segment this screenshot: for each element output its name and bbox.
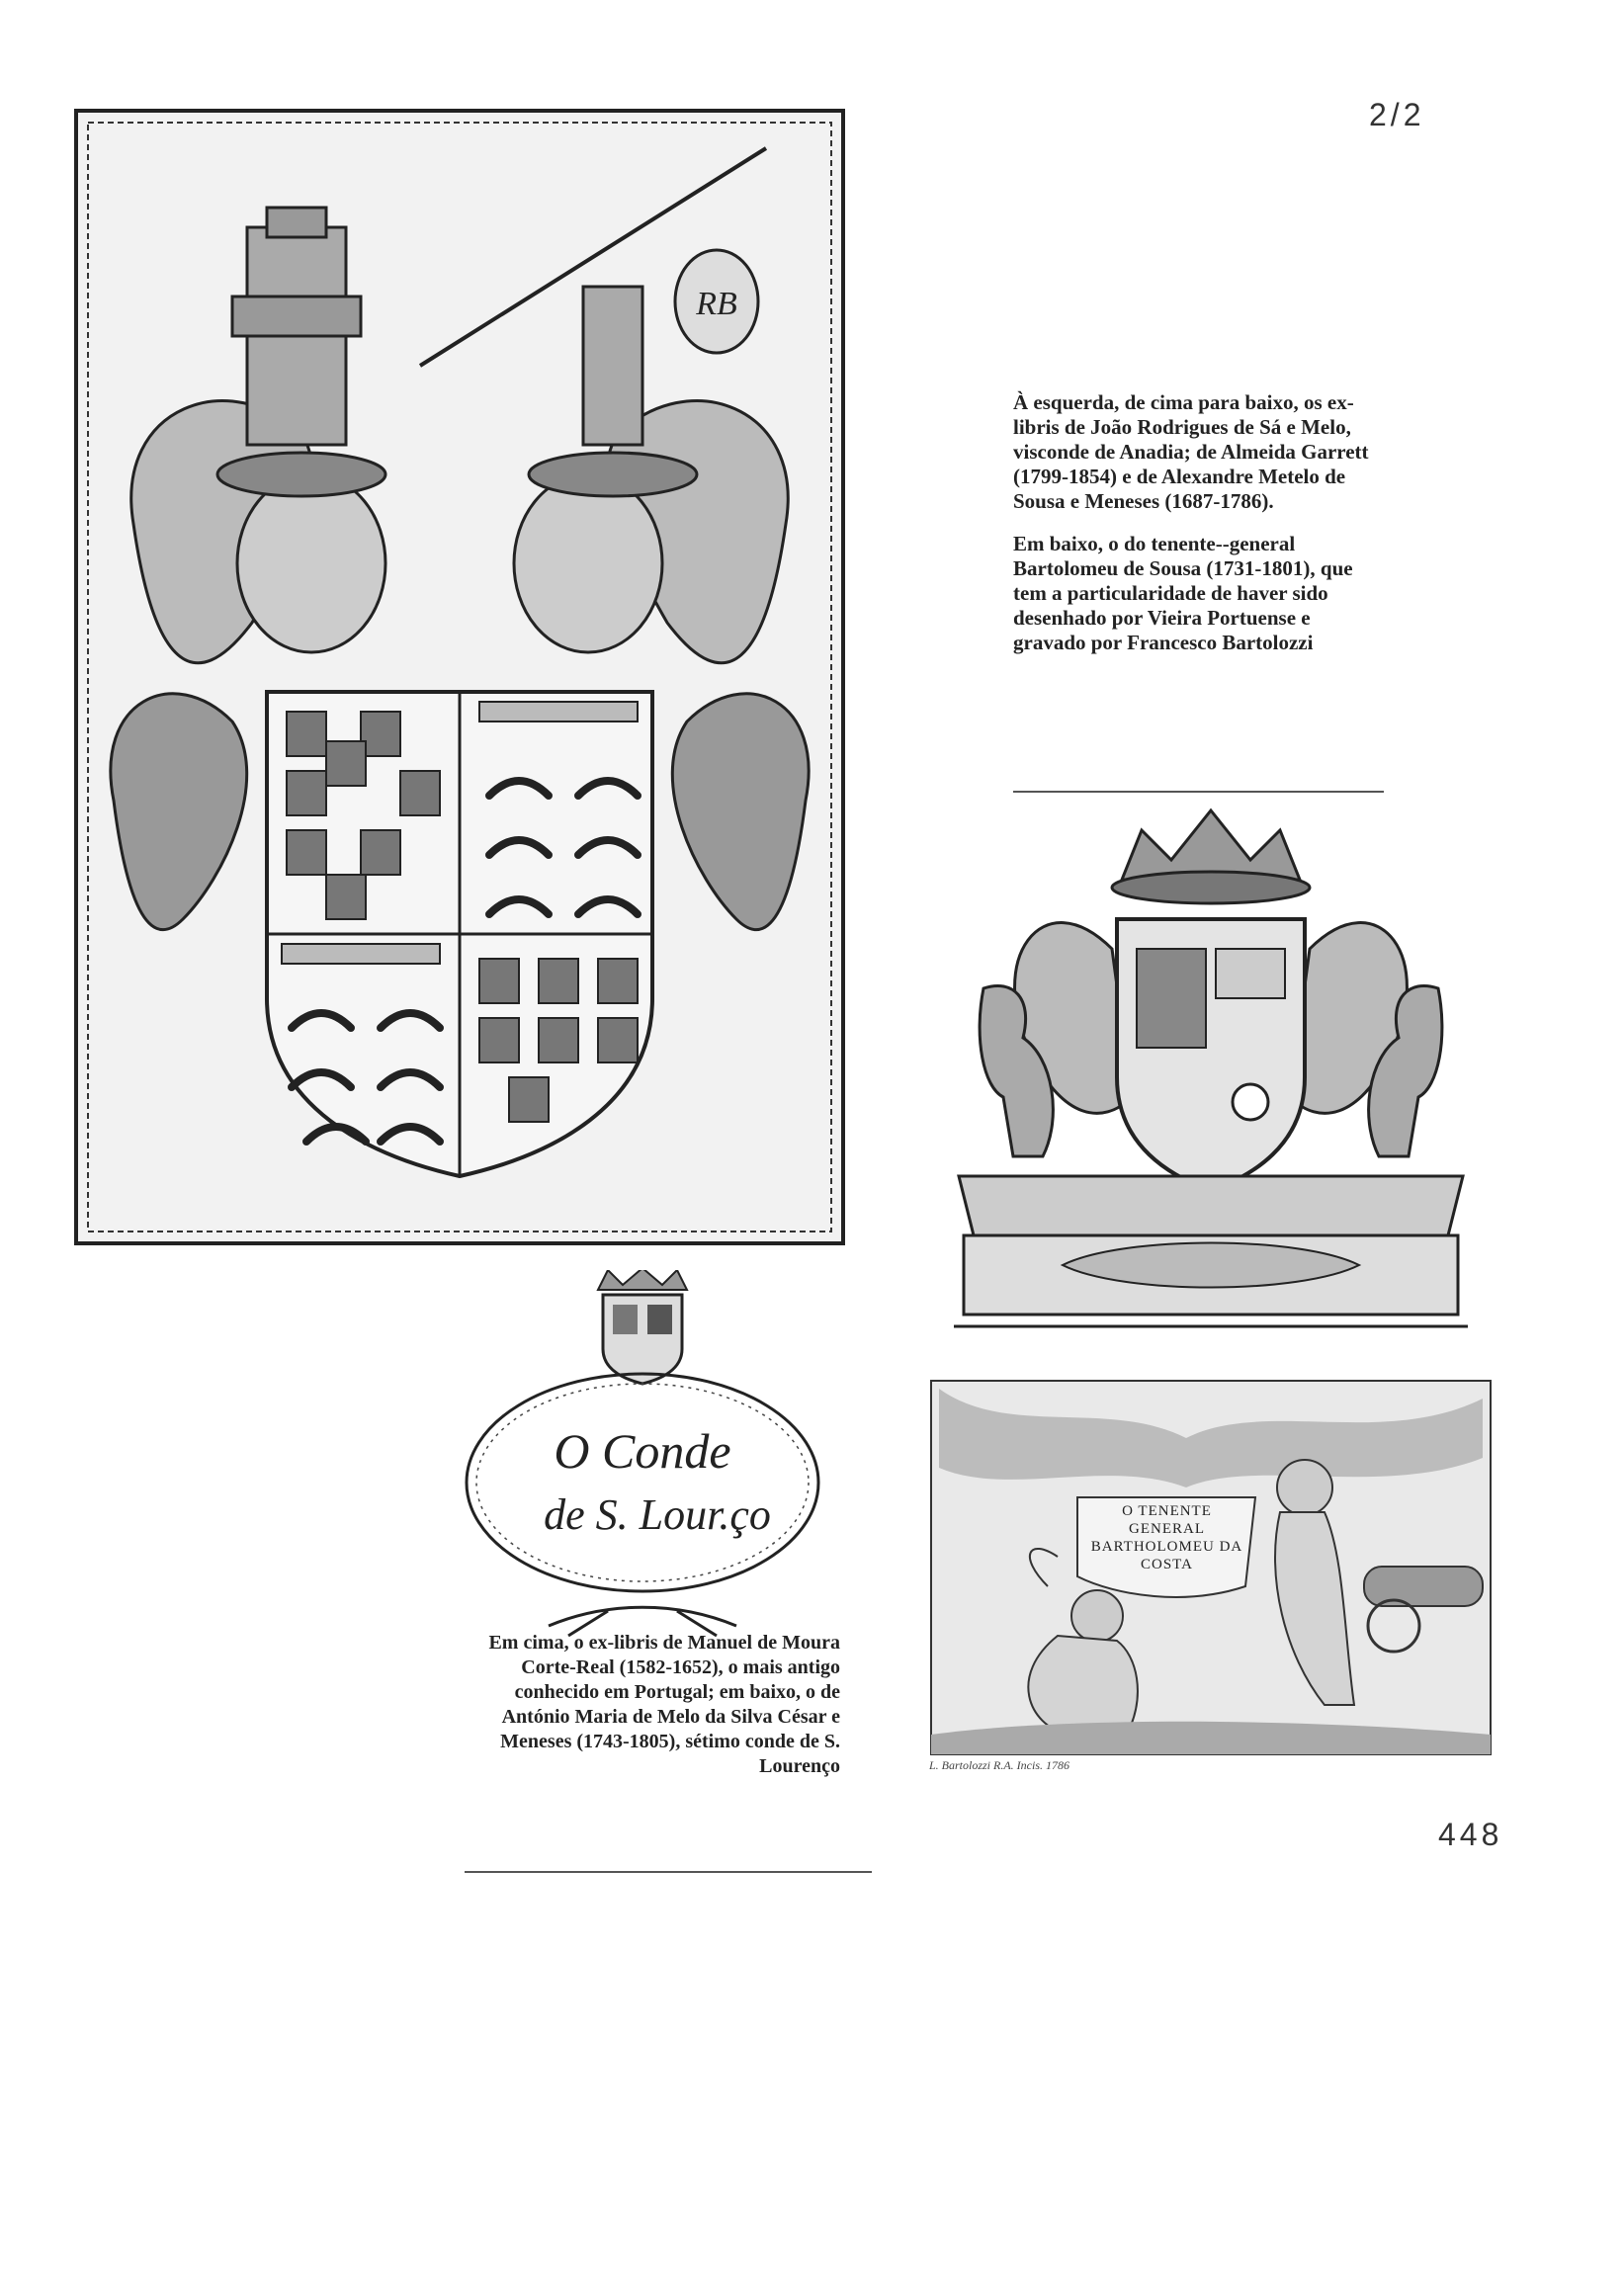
bottom-caption-divider-rule — [465, 1871, 872, 1873]
armorial-engraving-svg — [74, 109, 845, 1245]
conde-label-line1: O Conde — [554, 1423, 731, 1479]
monogram-text: RB — [696, 286, 737, 322]
conde-sao-lourenco-bookplate — [450, 1270, 835, 1685]
bartolozzi-engraving — [929, 1379, 1493, 1784]
caption-bottom-left — [482, 1631, 840, 1779]
lions-arms-svg — [944, 801, 1478, 1334]
bartolozzi-engraving-svg — [929, 1379, 1493, 1784]
caption-top-right-paragraph-2: Em baixo, o do tenente--general Bartolomeu de Sousa (1731-1801), que tem a particularidade de haver sido desenhado por Vieira Portuense e gravado por Francesco Bartolozzi — [1013, 532, 1353, 654]
bartolozzi-label: O TENENTE GENERAL BARTHOLOMEU DA COSTA — [1090, 1503, 1243, 1572]
caption-divider-rule — [1013, 791, 1384, 793]
page-marker-top: 2/2 — [1369, 97, 1425, 132]
caption-top-right-paragraph-1: À esquerda, de cima para baixo, os ex-libris de João Rodrigues de Sá e Melo, visconde de Anadia; de Almeida Garrett (1799-1854) e de Alexandre Metelo de Sousa e Meneses (1687-1786). — [1013, 390, 1369, 513]
conde-label-line2: de S. Lour.ço — [544, 1490, 771, 1539]
conde-bookplate-svg — [450, 1270, 835, 1685]
caption-bottom-left-text: Em cima, o ex-libris de Manuel de Moura Corte-Real (1582-1652), o mais antigo conhecido em Portugal; em baixo, o de António Maria de Melo da Silva César e Meneses (1743-1805), sétimo conde de S. Lourenço — [488, 1632, 840, 1777]
caption-top-right — [1013, 390, 1369, 673]
page-number: 448 — [1438, 1817, 1503, 1852]
coat-of-arms-with-lions — [944, 801, 1478, 1334]
armorial-bookplate-engraving — [74, 109, 845, 1245]
bartolozzi-signature: L. Bartolozzi R.A. Incis. 1786 — [929, 1758, 1070, 1772]
